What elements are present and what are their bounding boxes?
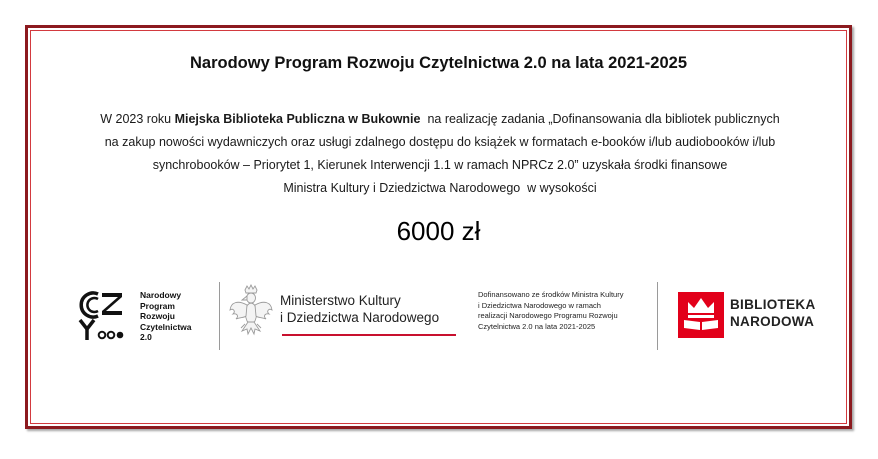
biblioteka-narodowa-logo [678,292,828,342]
nprcz-line: 2.0 [140,332,152,342]
cofunding-line: Czytelnictwa 2.0 na lata 2021-2025 [478,321,596,331]
bn-line-2: NARODOWA [730,314,815,329]
bn-line-1: BIBLIOTEKA [730,297,816,312]
announcement-frame [25,25,852,429]
nprcz-line: Narodowy [140,290,182,300]
sponsor-logos [28,278,849,358]
announcement-paragraph [68,108,812,200]
cofunding-line: Dofinansowano ze środków Ministra Kultury [478,290,624,299]
cofunding-note [478,290,658,332]
nprcz-logo-text [140,290,192,343]
cofunding-line: realizacji Narodowego Programu Rozwoju [478,311,618,320]
library-name: Miejska Biblioteka Publiczna w Bukownie [174,112,421,126]
mkidn-logo [228,284,460,354]
paragraph-intro: W 2023 roku [100,112,175,126]
logo-divider [657,282,658,350]
bn-logo-text [730,296,816,330]
paragraph-line-1-rest: na realizację zadania „Dofinansowania dla bibliotek publicznych [420,112,780,126]
paragraph-line-1 [68,108,812,131]
funding-amount: 6000 zł [396,216,481,246]
paragraph-line-2: na zakup nowości wydawniczych oraz usługi zdalnego dostępu do książek w formatach e-booków i/lub audiobooków i/lub [104,135,776,149]
nprcz-line: Program [140,300,175,311]
nprcz-logo [78,290,208,350]
nprcz-logo-icon [78,290,128,342]
nprcz-line: Rozwoju [140,311,175,321]
paragraph-line-3: synchrobooków – Priorytet 1, Kierunek Interwencji 1.1 w ramach NPRCz 2.0” uzyskała środki finansowe [152,158,728,172]
crown-book-icon [678,292,724,338]
page-title: Narodowy Program Rozwoju Czytelnictwa 2.0 na lata 2021-2025 [190,54,687,72]
mkidn-name-line-2: i Dziedzictwa Narodowego [280,310,440,325]
mkidn-accent-line [282,334,456,336]
bn-logo-box [678,292,724,338]
cofunding-line: i Dziedzictwa Narodowego w ramach [478,300,601,310]
logo-divider [219,282,220,350]
paragraph-line-4: Ministra Kultury i Dziedzictwa Narodowego w wysokości [283,181,597,195]
polish-eagle-icon [228,284,274,338]
nprcz-line: Czytelnictwa [140,321,192,332]
mkidn-name-line-1: Ministerstwo Kultury [280,293,401,308]
